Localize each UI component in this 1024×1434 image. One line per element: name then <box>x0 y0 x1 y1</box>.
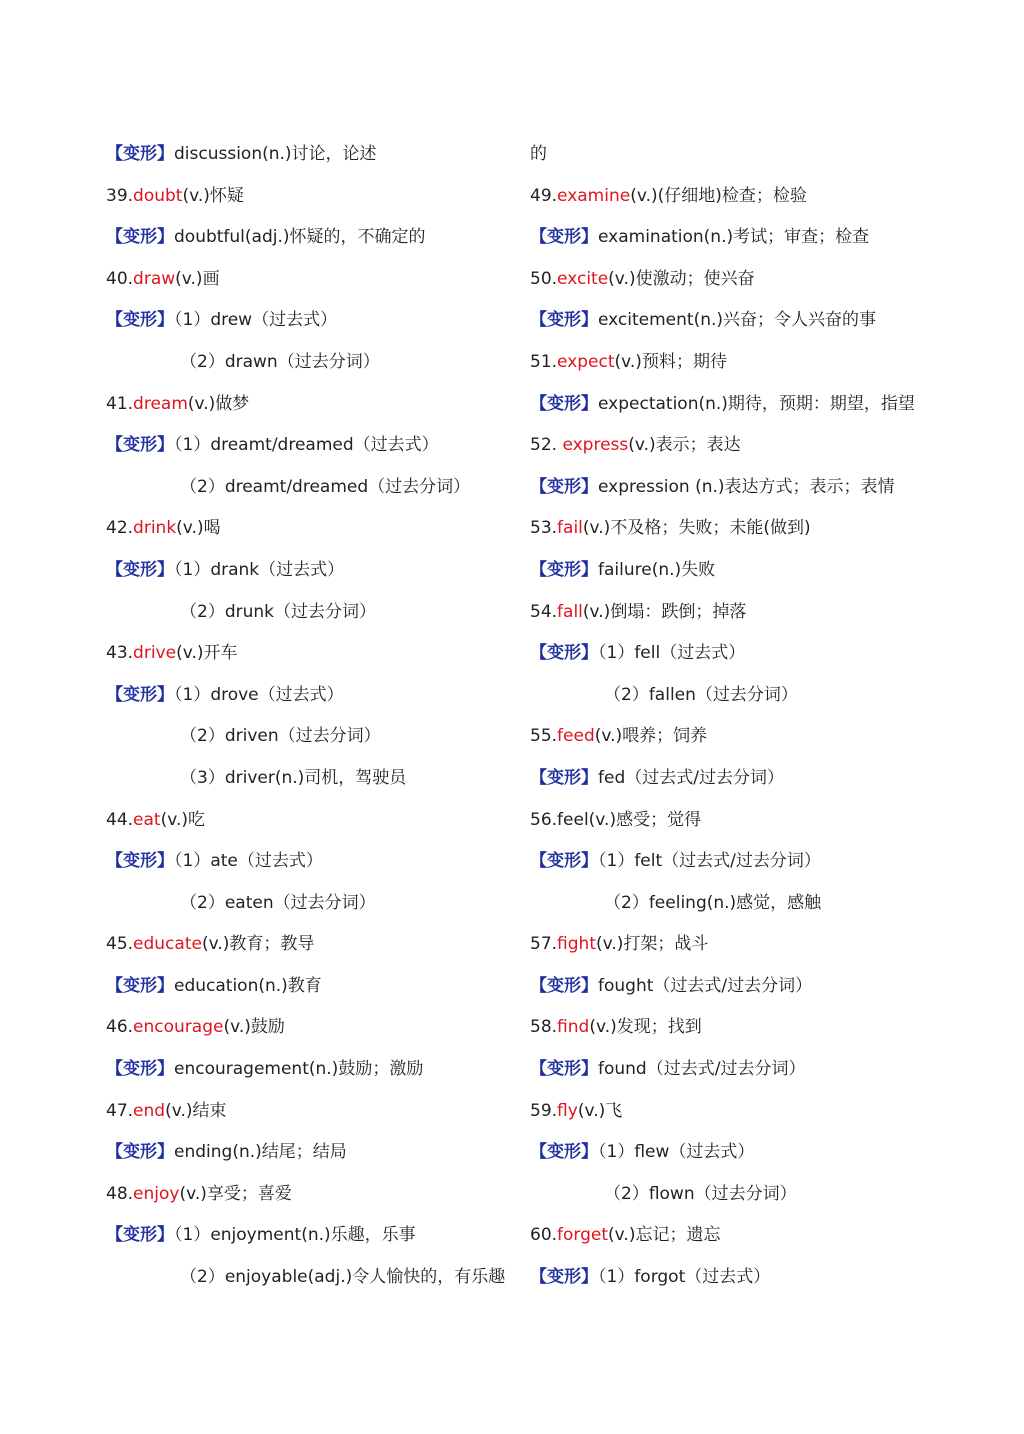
headword: fail <box>557 518 583 539</box>
entry-number: 60. <box>530 1225 558 1246</box>
variant-tag: 【变形】 <box>106 435 174 456</box>
variant-line <box>530 966 950 1008</box>
variant-subline <box>106 716 516 758</box>
variant-text: encouragement(n.)鼓励；激励 <box>174 1059 424 1080</box>
variant-tag: 【变形】 <box>530 227 598 248</box>
variant-subline <box>106 342 516 384</box>
variant-tag: 【变形】 <box>106 975 174 996</box>
variant-line <box>530 300 950 342</box>
variant-line <box>106 425 516 467</box>
variant-subline <box>106 883 516 925</box>
entry-definition: (v.)发现；找到 <box>589 1017 702 1038</box>
entry-number: 59. <box>530 1100 558 1121</box>
headword: educate <box>133 934 202 955</box>
vocab-entry <box>530 176 950 218</box>
right-column <box>530 134 950 1299</box>
entry-number: 48. <box>106 1183 134 1204</box>
entry-definition: (v.)飞 <box>577 1100 623 1121</box>
headword: end <box>133 1100 166 1121</box>
variant-line <box>530 384 950 426</box>
variant-tag: 【变形】 <box>530 1142 598 1163</box>
variant-tag: 【变形】 <box>530 767 598 788</box>
headword: examine <box>557 185 631 206</box>
variant-line <box>530 1049 950 1091</box>
headword: fly <box>557 1100 578 1121</box>
variant-line <box>530 633 950 675</box>
vocab-entry <box>106 800 516 842</box>
variant-line <box>106 1049 516 1091</box>
entry-definition: (v.)结束 <box>165 1100 227 1121</box>
variant-line <box>530 758 950 800</box>
variant-tag: 【变形】 <box>106 227 174 248</box>
variant-text: （2）drawn（过去分词） <box>180 351 380 372</box>
headword: fight <box>557 934 596 955</box>
headword: enjoy <box>133 1183 180 1204</box>
entry-number: 57. <box>530 934 558 955</box>
variant-text: （1）drove（过去式） <box>174 684 344 705</box>
entry-number: 44. <box>106 809 134 830</box>
entry-number: 43. <box>106 643 134 664</box>
variant-text: （1）flew（过去式） <box>598 1142 755 1163</box>
vocab-entry <box>530 342 950 384</box>
variant-line <box>106 1215 516 1257</box>
vocab-entry <box>530 592 950 634</box>
entry-number: 41. <box>106 393 134 414</box>
variant-tag: 【变形】 <box>106 851 174 872</box>
variant-tag: 【变形】 <box>106 1225 174 1246</box>
variant-text: （2）dreamt/dreamed（过去分词） <box>180 476 471 497</box>
entry-number: 47. <box>106 1100 134 1121</box>
entry-definition: (v.)表示；表达 <box>628 435 741 456</box>
headword: fall <box>557 601 583 622</box>
variant-line <box>530 841 950 883</box>
variant-tag: 【变形】 <box>530 643 598 664</box>
vocab-entry <box>106 1091 516 1133</box>
variant-tag: 【变形】 <box>106 1142 174 1163</box>
variant-subline <box>106 1257 516 1299</box>
entry-definition: (v.)吃 <box>160 809 206 830</box>
variant-subline <box>106 758 516 800</box>
entry-definition: (v.)忘记；遗忘 <box>608 1225 721 1246</box>
entry-definition: (v.)不及格；失败；未能(做到) <box>582 518 811 539</box>
line-text: 56.feel(v.)感受；觉得 <box>530 809 702 830</box>
variant-text: expectation(n.)期待，预期：期望，指望 <box>598 393 915 414</box>
variant-text: （1）drank（过去式） <box>174 559 345 580</box>
variant-line <box>106 217 516 259</box>
vocab-entry <box>530 259 950 301</box>
variant-subline <box>106 467 516 509</box>
variant-tag: 【变形】 <box>530 1059 598 1080</box>
variant-line <box>106 300 516 342</box>
variant-line <box>530 217 950 259</box>
headword: express <box>562 435 629 456</box>
left-column <box>106 134 516 1299</box>
variant-text: found（过去式/过去分词） <box>598 1059 806 1080</box>
variant-line <box>530 1257 950 1299</box>
entry-definition: (v.)鼓励 <box>223 1017 285 1038</box>
entry-number: 51. <box>530 351 558 372</box>
headword: drive <box>133 643 177 664</box>
vocab-entry <box>530 924 950 966</box>
variant-text: excitement(n.)兴奋；令人兴奋的事 <box>598 310 877 331</box>
variant-line <box>106 841 516 883</box>
entry-definition: (v.)(仔细地)检查；检验 <box>630 185 807 206</box>
entry-definition: (v.)使激动；使兴奋 <box>608 268 755 289</box>
text-line <box>530 134 950 176</box>
entry-definition: (v.)打架；战斗 <box>596 934 709 955</box>
text-line <box>530 800 950 842</box>
vocab-entry <box>106 259 516 301</box>
variant-text: （2）enjoyable(adj.)令人愉快的，有乐趣 <box>180 1267 506 1288</box>
entry-definition: (v.)画 <box>175 268 220 289</box>
variant-text: fought（过去式/过去分词） <box>598 975 813 996</box>
headword: excite <box>557 268 609 289</box>
entry-number: 53. <box>530 518 558 539</box>
variant-subline <box>530 675 950 717</box>
variant-tag: 【变形】 <box>530 975 598 996</box>
variant-text: （1）fell（过去式） <box>598 643 746 664</box>
entry-number: 54. <box>530 601 558 622</box>
vocab-entry <box>106 1174 516 1216</box>
variant-text: （1）ate（过去式） <box>174 851 323 872</box>
entry-definition: (v.)做梦 <box>187 393 250 414</box>
variant-subline <box>106 592 516 634</box>
vocab-entry <box>106 508 516 550</box>
vocab-entry <box>530 1007 950 1049</box>
entry-definition: (v.)喂养；饲养 <box>594 726 708 747</box>
variant-subline <box>530 883 950 925</box>
headword: forget <box>557 1225 609 1246</box>
variant-tag: 【变形】 <box>530 851 598 872</box>
entry-number: 46. <box>106 1017 134 1038</box>
entry-definition: (v.)怀疑 <box>182 185 244 206</box>
headword: encourage <box>133 1017 224 1038</box>
variant-line <box>106 134 516 176</box>
vocab-entry <box>530 716 950 758</box>
variant-text: expression (n.)表达方式；表示；表情 <box>598 476 895 497</box>
entry-definition: (v.)享受；喜爱 <box>179 1183 292 1204</box>
variant-line <box>530 1132 950 1174</box>
variant-line <box>530 550 950 592</box>
headword: draw <box>133 268 176 289</box>
variant-text: examination(n.)考试；审查；检查 <box>598 227 870 248</box>
variant-text: discussion(n.)讨论，论述 <box>174 144 377 164</box>
vocab-entry <box>106 384 516 426</box>
variant-text: （1）forgot（过去式） <box>598 1267 771 1288</box>
entry-number: 42. <box>106 518 134 539</box>
variant-tag: 【变形】 <box>530 1267 598 1288</box>
variant-text: （1）drew（过去式） <box>174 310 338 331</box>
variant-text: （1）enjoyment(n.)乐趣，乐事 <box>174 1225 416 1246</box>
variant-text: education(n.)教育 <box>174 975 322 996</box>
headword: doubt <box>133 185 183 206</box>
headword: dream <box>133 393 188 414</box>
vocab-entry <box>530 508 950 550</box>
headword: find <box>557 1017 590 1038</box>
variant-tag: 【变形】 <box>530 393 598 414</box>
variant-text: fed（过去式/过去分词） <box>598 767 784 788</box>
entry-number: 45. <box>106 934 134 955</box>
variant-line <box>106 1132 516 1174</box>
line-text: 的 <box>530 144 547 164</box>
vocab-entry <box>530 1215 950 1257</box>
variant-text: ending(n.)结尾；结局 <box>174 1142 347 1163</box>
variant-text: （2）eaten（过去分词） <box>180 892 376 913</box>
entry-number: 50. <box>530 268 558 289</box>
variant-text: （1）dreamt/dreamed（过去式） <box>174 435 439 456</box>
vocab-entry <box>530 1091 950 1133</box>
variant-tag: 【变形】 <box>530 476 598 497</box>
entry-number: 58. <box>530 1017 558 1038</box>
entry-number: 40. <box>106 268 134 289</box>
vocab-entry <box>106 176 516 218</box>
variant-tag: 【变形】 <box>106 684 174 705</box>
headword: drink <box>133 518 177 539</box>
entry-number: 55. <box>530 726 558 747</box>
headword: expect <box>557 351 615 372</box>
variant-text: （2）feeling(n.)感觉，感触 <box>604 892 822 913</box>
variant-text: （2）flown（过去分词） <box>604 1183 797 1204</box>
headword: feed <box>557 726 595 747</box>
entry-number: 49. <box>530 185 558 206</box>
entry-number: 52. <box>530 435 563 456</box>
variant-text: （1）felt（过去式/过去分词） <box>598 851 821 872</box>
variant-text: （2）driven（过去分词） <box>180 726 381 747</box>
entry-definition: (v.)开车 <box>176 643 238 664</box>
headword: eat <box>133 809 161 830</box>
variant-line <box>530 467 950 509</box>
variant-tag: 【变形】 <box>106 1059 174 1080</box>
variant-tag: 【变形】 <box>106 559 174 580</box>
variant-tag: 【变形】 <box>106 310 174 331</box>
variant-text: （2）fallen（过去分词） <box>604 684 798 705</box>
vocab-entry <box>106 633 516 675</box>
variant-tag: 【变形】 <box>530 559 598 580</box>
variant-text: （3）driver(n.)司机，驾驶员 <box>180 767 407 788</box>
entry-definition: (v.)教育；教导 <box>201 934 315 955</box>
entry-definition: (v.)喝 <box>176 518 221 539</box>
vocab-entry <box>106 1007 516 1049</box>
variant-text: failure(n.)失败 <box>598 559 716 580</box>
variant-text: doubtful(adj.)怀疑的，不确定的 <box>174 227 426 248</box>
entry-number: 39. <box>106 185 134 206</box>
vocab-entry <box>106 924 516 966</box>
entry-definition: (v.)预料；期待 <box>614 351 727 372</box>
variant-line <box>106 550 516 592</box>
variant-subline <box>530 1174 950 1216</box>
vocab-entry <box>530 425 950 467</box>
variant-tag: 【变形】 <box>530 310 598 331</box>
variant-line <box>106 966 516 1008</box>
variant-text: （2）drunk（过去分词） <box>180 601 376 622</box>
variant-line <box>106 675 516 717</box>
entry-definition: (v.)倒塌：跌倒；掉落 <box>582 601 747 622</box>
variant-tag: 【变形】 <box>106 144 174 164</box>
